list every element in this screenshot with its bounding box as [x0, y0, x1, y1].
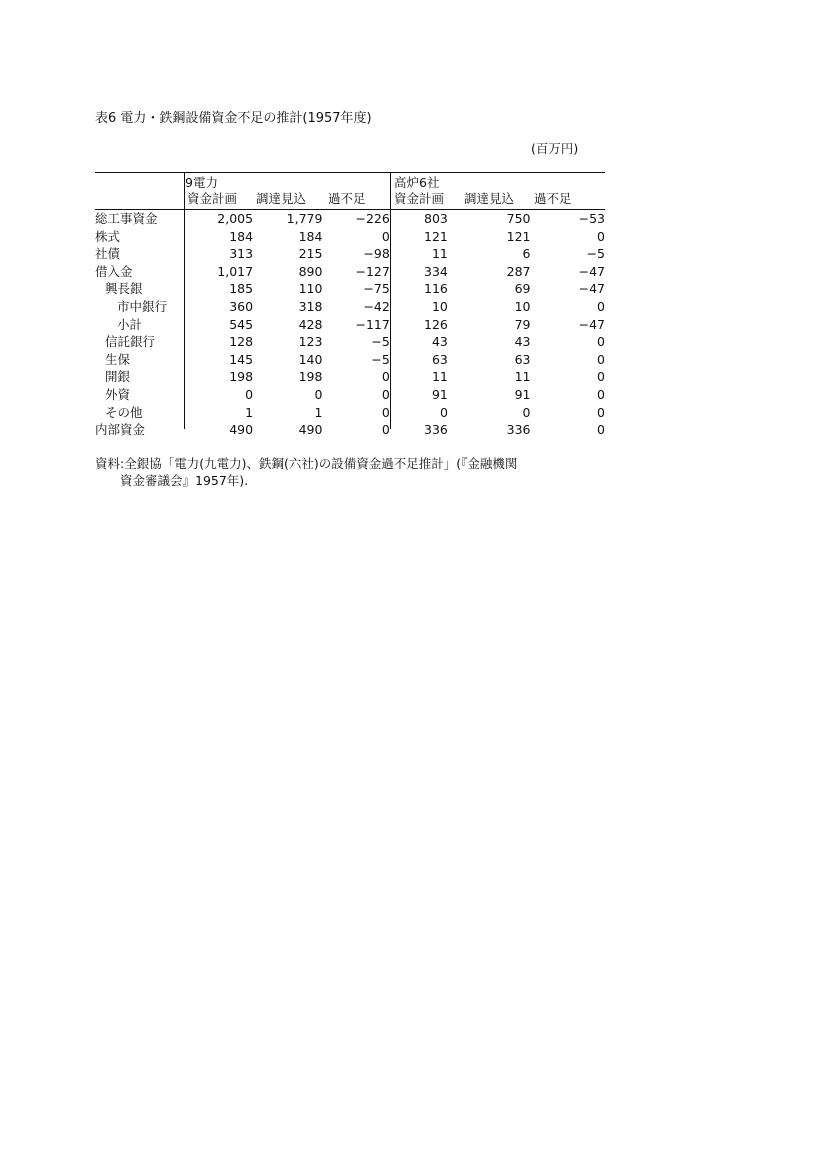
table-row — [95, 210, 605, 228]
table-cell: 91 — [431, 386, 448, 402]
table-cell: −98 — [363, 246, 390, 262]
table-cell: 128 — [229, 334, 254, 350]
table-cell: 1,017 — [217, 263, 254, 279]
source-note — [95, 455, 517, 489]
table-cell: 0 — [597, 228, 605, 244]
row-label: 興長銀 — [105, 281, 143, 297]
table-cell: 11 — [431, 246, 448, 262]
col-header-gap-left: 過不足 — [328, 191, 366, 206]
table-cell: 490 — [298, 422, 323, 438]
table-cell: 0 — [381, 422, 390, 438]
row-label: 生保 — [105, 351, 131, 367]
unit-label: (百万円) — [531, 141, 579, 156]
table-cell: −5 — [586, 246, 605, 262]
table-row — [95, 386, 605, 404]
table-title: 表6 電力・鉄鋼設備資金不足の推計(1957年度) — [95, 111, 372, 126]
row-label: 信託銀行 — [105, 334, 156, 350]
table-cell: 10 — [514, 298, 531, 314]
table-cell: 110 — [298, 281, 323, 297]
table-cell: 123 — [298, 334, 323, 350]
table-cell: 121 — [424, 228, 448, 244]
table-cell: −47 — [578, 316, 605, 332]
table-cell: 0 — [597, 404, 605, 420]
table-cell: 126 — [424, 316, 448, 332]
table-cell: 336 — [506, 422, 531, 438]
table-cell: 1,779 — [286, 211, 323, 226]
row-label: 外資 — [105, 386, 131, 402]
table-cell: 334 — [424, 263, 448, 279]
table-cell: 0 — [314, 386, 323, 402]
table-row — [95, 298, 605, 316]
group-header-left: 9電力 — [185, 175, 218, 190]
table-cell: 336 — [424, 422, 448, 438]
table-cell: 750 — [506, 211, 531, 226]
table-cell: 0 — [381, 404, 390, 420]
table-row — [95, 421, 605, 439]
table-cell: −226 — [355, 211, 390, 226]
table-cell: 43 — [431, 334, 448, 350]
table-cell: 318 — [298, 298, 323, 314]
data-table — [95, 210, 605, 439]
table-cell: 184 — [298, 228, 323, 244]
table-cell: 10 — [431, 298, 448, 314]
table-cell: 0 — [245, 386, 254, 402]
table-cell: 185 — [229, 281, 254, 297]
table-cell: 0 — [381, 228, 390, 244]
row-label: 総工事資金 — [95, 211, 158, 226]
table-row — [95, 263, 605, 281]
source-line-2: 資金審議会』1957年). — [120, 473, 249, 488]
group-header-right: 高炉6社 — [394, 175, 440, 190]
table-cell: 428 — [298, 316, 323, 332]
table-cell: 63 — [514, 351, 531, 367]
table-row — [95, 368, 605, 386]
table-cell: 0 — [597, 386, 605, 402]
table-cell: 43 — [514, 334, 531, 350]
table-cell: 0 — [597, 334, 605, 350]
table-cell: 184 — [229, 228, 254, 244]
table-cell: 490 — [229, 422, 254, 438]
row-label: 小計 — [117, 316, 143, 332]
col-header-gap-right: 過不足 — [534, 191, 572, 206]
table-cell: 198 — [229, 369, 254, 385]
table-cell: 215 — [298, 246, 323, 262]
table-cell: 0 — [439, 404, 448, 420]
col-header-plan-right: 資金計画 — [394, 191, 445, 206]
table-cell: 198 — [298, 369, 323, 385]
table-row — [95, 333, 605, 351]
row-label: 市中銀行 — [117, 298, 168, 314]
table-cell: −117 — [355, 316, 390, 332]
col-header-procure-left: 調達見込 — [256, 191, 307, 206]
table-cell: 11 — [431, 369, 448, 385]
table-row — [95, 228, 605, 246]
row-label: その他 — [105, 404, 143, 420]
table-cell: 313 — [229, 246, 254, 262]
table-row — [95, 404, 605, 422]
table-cell: −127 — [355, 263, 390, 279]
table-cell: −5 — [371, 334, 390, 350]
table-cell: 0 — [522, 404, 531, 420]
table-cell: 91 — [514, 386, 531, 402]
table-cell: 63 — [431, 351, 448, 367]
source-line-1: 資料:全銀協「電力(九電力)、鉄鋼(六社)の設備資金過不足推計」(『金融機関 — [95, 456, 518, 471]
table-cell: 6 — [522, 246, 531, 262]
table-cell: 140 — [298, 351, 323, 367]
table-cell: 545 — [229, 316, 254, 332]
table-cell: −42 — [363, 298, 390, 314]
row-label: 内部資金 — [95, 422, 146, 438]
table-cell: 0 — [597, 351, 605, 367]
table-cell: 287 — [506, 263, 531, 279]
table-row — [95, 351, 605, 369]
table-cell: 145 — [229, 351, 254, 367]
table-cell: 0 — [381, 369, 390, 385]
row-label: 借入金 — [95, 263, 133, 279]
table-cell: 0 — [597, 422, 605, 438]
table-cell: 803 — [424, 211, 448, 226]
table-cell: 360 — [229, 298, 254, 314]
table-cell: 0 — [597, 369, 605, 385]
row-label: 株式 — [95, 228, 121, 244]
table-row — [95, 280, 605, 298]
table-cell: 0 — [381, 386, 390, 402]
table-cell: 11 — [514, 369, 531, 385]
table-cell: −47 — [578, 263, 605, 279]
row-label: 開銀 — [105, 369, 131, 385]
top-rule — [95, 172, 605, 173]
table-cell: −75 — [363, 281, 390, 297]
table-cell: 121 — [506, 228, 531, 244]
table-cell: 69 — [514, 281, 531, 297]
row-label: 社債 — [95, 246, 121, 262]
table-cell: 1 — [314, 404, 323, 420]
table-row — [95, 316, 605, 334]
table-cell: 890 — [298, 263, 323, 279]
col-header-plan-left: 資金計画 — [187, 191, 238, 206]
table-cell: 2,005 — [217, 211, 254, 226]
col-header-procure-right: 調達見込 — [464, 191, 515, 206]
table-cell: −53 — [578, 211, 605, 226]
table-cell: 116 — [424, 281, 448, 297]
table-cell: 0 — [597, 298, 605, 314]
table-cell: 1 — [245, 404, 254, 420]
table-cell: −5 — [371, 351, 390, 367]
table-cell: 79 — [514, 316, 531, 332]
table-row — [95, 245, 605, 263]
table-cell: −47 — [578, 281, 605, 297]
